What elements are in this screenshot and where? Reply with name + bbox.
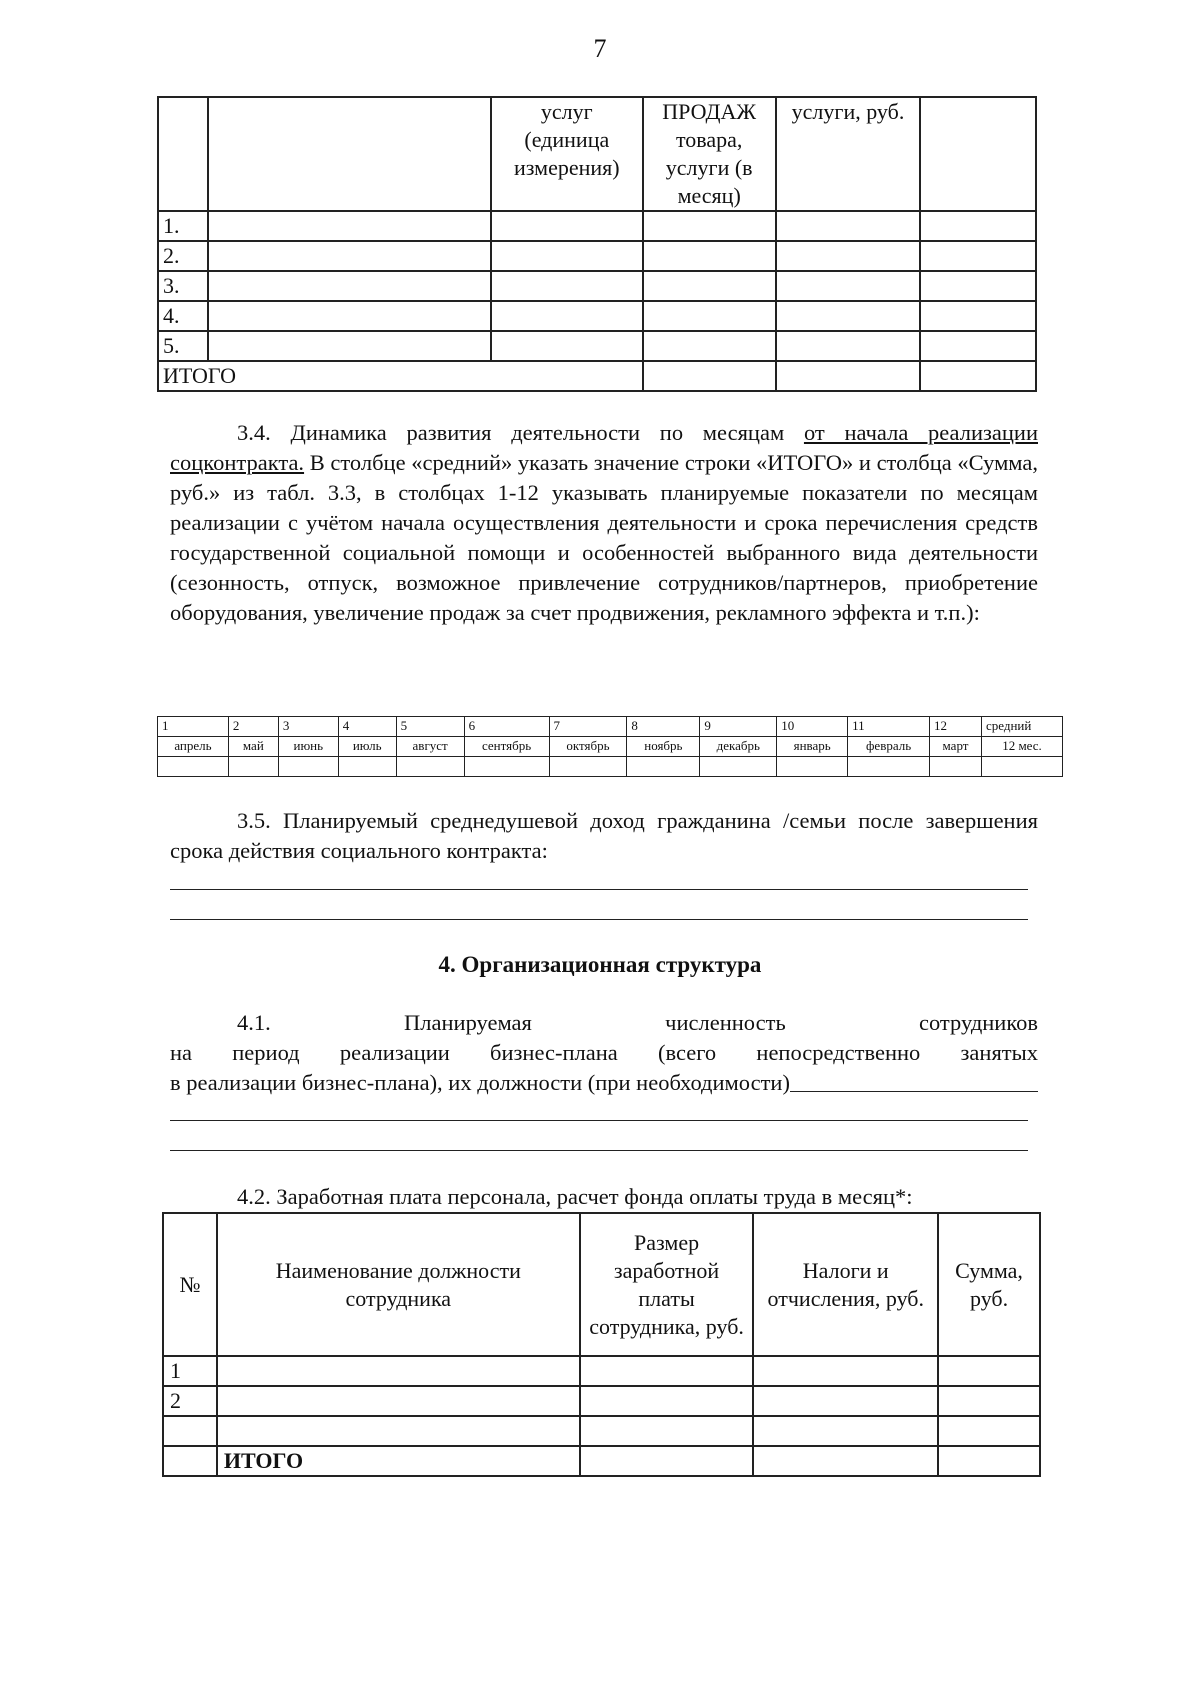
header-cell: услуги, руб.	[776, 97, 921, 211]
month-value-cell[interactable]	[700, 757, 777, 777]
table-row: 3.	[158, 271, 1036, 301]
table-header	[158, 97, 1036, 211]
month-value-cell[interactable]	[338, 757, 396, 777]
month-number-cell: 4	[338, 717, 396, 737]
total-row: ИТОГО	[158, 361, 1036, 391]
month-name-cell: февраль	[848, 737, 930, 757]
salary-table	[162, 1212, 1041, 1477]
month-value-cell[interactable]	[278, 757, 338, 777]
month-value-cell[interactable]	[549, 757, 627, 777]
table-header: № Наименование должности сотрудника Размер заработной платы сотрудника, руб. Налоги и отчисления, руб. Сумма, руб.	[163, 1213, 1040, 1356]
section-4-title: 4. Организационная структура	[438, 952, 762, 977]
table-row: 1.	[158, 211, 1036, 241]
month-value-cell[interactable]	[228, 757, 278, 777]
table-row	[163, 1416, 1040, 1446]
month-name-cell: октябрь	[549, 737, 627, 757]
month-values-row	[158, 757, 1063, 777]
month-number-cell: 8	[627, 717, 700, 737]
month-names-row	[158, 737, 1063, 757]
fill-line[interactable]	[170, 1150, 1028, 1151]
page-number: 7	[593, 34, 607, 63]
month-name-cell: июнь	[278, 737, 338, 757]
header-cell	[158, 97, 208, 211]
month-number-cell: 10	[777, 717, 848, 737]
month-number-cell: 12	[930, 717, 982, 737]
total-row: ИТОГО	[163, 1446, 1040, 1476]
fill-line[interactable]	[170, 919, 1028, 920]
month-number-cell: средний	[981, 717, 1062, 737]
month-number-cell: 5	[396, 717, 464, 737]
section-3-4: 3.4. Динамика развития деятельности по месяцам от начала реализации соцконтракта. В столбце «средний» указать значение строки «ИТОГО» и столбца «Сумма, руб.» из табл. 3.3, в столбцах 1-12 указывать планируемые показатели по месяцам реализации с учётом начала осуществления деятельности и срока перечисления средств государственной социальной помощи и особенностей выбранного вида деятельности (сезонность, отпуск, возможное привлечение сотрудников/партнеров, приобретение оборудования, увеличение продаж за счет продвижения, рекламного эффекта и т.п.):	[170, 420, 1038, 625]
month-value-cell[interactable]	[848, 757, 930, 777]
month-number-cell: 6	[464, 717, 549, 737]
month-name-cell: сентябрь	[464, 737, 549, 757]
month-name-cell: январь	[777, 737, 848, 757]
month-number-cell: 7	[549, 717, 627, 737]
header-cell	[208, 97, 491, 211]
fill-line[interactable]	[790, 1068, 1038, 1092]
section-3-5: 3.5. Планируемый среднедушевой доход гражданина /семьи после завершения срока действия социального контракта:	[170, 808, 1038, 863]
header-cell: услуг (единица измерения)	[491, 97, 643, 211]
table-row: 4.	[158, 301, 1036, 331]
fill-line[interactable]	[170, 889, 1028, 890]
table-3-3	[157, 96, 1037, 392]
month-name-cell: апрель	[158, 737, 229, 757]
table-row: 5.	[158, 331, 1036, 361]
table-row: 2.	[158, 241, 1036, 271]
months-table	[157, 716, 1063, 777]
month-value-cell[interactable]	[396, 757, 464, 777]
header-cell	[920, 97, 1036, 211]
table-row: 1	[163, 1356, 1040, 1386]
month-number-cell: 9	[700, 717, 777, 737]
month-number-cell: 2	[228, 717, 278, 737]
month-value-cell[interactable]	[464, 757, 549, 777]
month-name-cell: май	[228, 737, 278, 757]
month-name-cell: март	[930, 737, 982, 757]
month-value-cell[interactable]	[930, 757, 982, 777]
month-number-cell: 1	[158, 717, 229, 737]
month-name-cell: 12 мес.	[981, 737, 1062, 757]
header-cell: ПРОДАЖ товара, услуги (в месяц)	[643, 97, 776, 211]
table-row: 2	[163, 1386, 1040, 1416]
month-name-cell: ноябрь	[627, 737, 700, 757]
month-value-cell[interactable]	[158, 757, 229, 777]
month-numbers-row	[158, 717, 1063, 737]
month-number-cell: 3	[278, 717, 338, 737]
month-name-cell: декабрь	[700, 737, 777, 757]
month-name-cell: август	[396, 737, 464, 757]
fill-line[interactable]	[170, 1120, 1028, 1121]
section-4-1: 4.1. Планируемая численность сотрудников на период реализации бизнес-плана (всего непосредственно занятых в реализации бизнес-плана), их должности (при необходимости)	[170, 1010, 1039, 1095]
month-value-cell[interactable]	[627, 757, 700, 777]
month-name-cell: июль	[338, 737, 396, 757]
month-number-cell: 11	[848, 717, 930, 737]
section-4-2: 4.2. Заработная плата персонала, расчет фонда оплаты труда в месяц*:	[237, 1184, 913, 1209]
month-value-cell[interactable]	[777, 757, 848, 777]
month-value-cell[interactable]	[981, 757, 1062, 777]
